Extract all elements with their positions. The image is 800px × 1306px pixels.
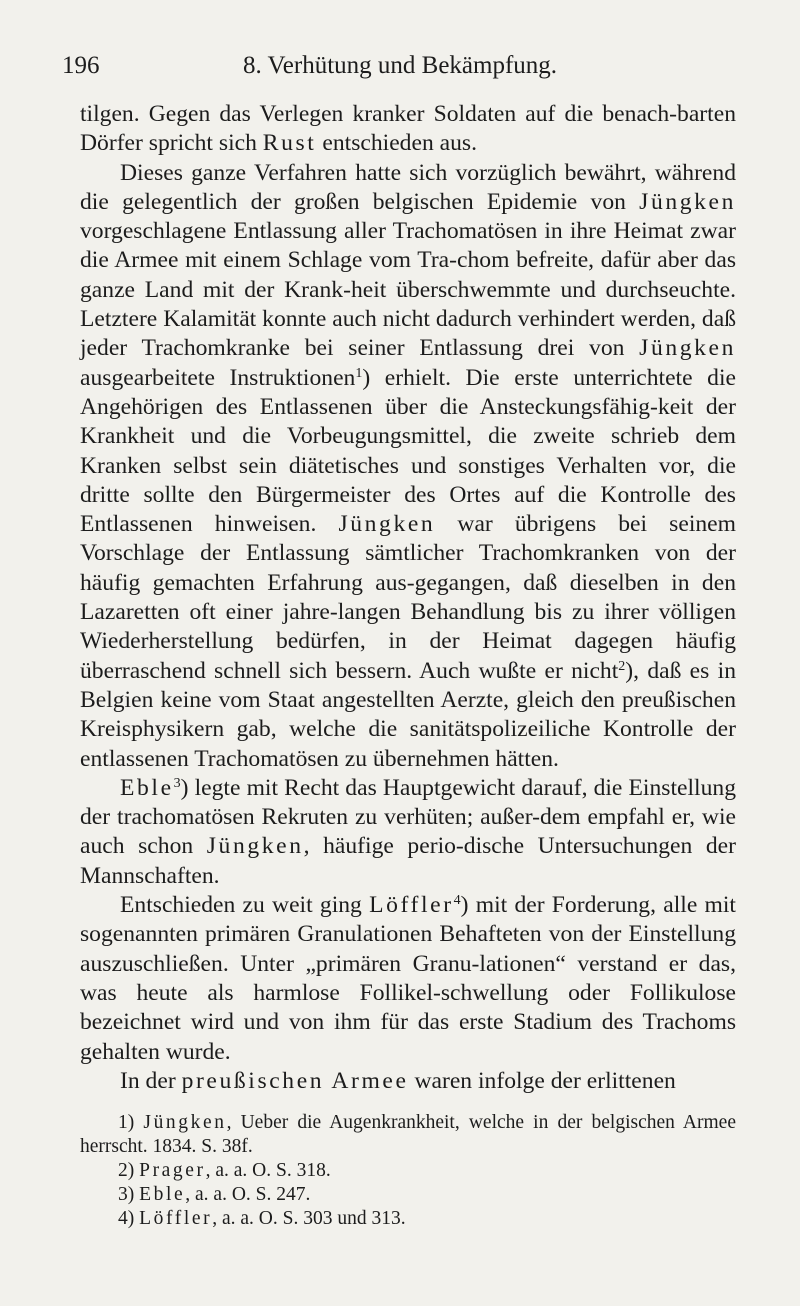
author-name: Jüngken [206, 833, 304, 860]
running-header [62, 52, 738, 88]
footnote-mark: 1) [118, 1112, 135, 1133]
paragraph-1 [80, 100, 736, 159]
text-run: ) mit der Forderung, alle mit sogenannten primären Granulationen Behafteten von der Einstellung auszuschließen. Unter „primären Granu-lationen“ verstand er das, was heute als harmlose Follikel-schwellung oder Follikulose bezeichnet wird und von ihm für das erste Stadium des Trachoms gehalten wurde. [80, 892, 736, 1065]
author-name: Eble [120, 774, 174, 801]
paragraph-3 [80, 774, 736, 891]
author-name: Jüngken [639, 188, 736, 215]
text-run: waren infolge der erlittenen [408, 1067, 676, 1094]
footnote-text: , Ueber die Augenkrankheit, welche in der belgischen Armee herrscht. 1834. S. 38f. [80, 1112, 736, 1157]
footnote-3 [80, 1183, 736, 1207]
footnote-author: Eble [139, 1184, 186, 1205]
footnote-4 [80, 1207, 736, 1231]
text-run: ) erhielt. Die erste unterrichtete die Angehörigen des Entlassenen über die Ansteckungsfähig-keit der Krankheit und die Vorbeugungsmittel, die zweite schrieb dem Kranken selbst sein diätetisches und sonstiges Verhalten vor, die dritte sollte den Bürgermeister des Ortes auf die Kontrolle des Entlassenen hinweisen. [80, 364, 736, 538]
footnote-mark: 2) [118, 1160, 135, 1181]
chapter-title: 8. Verhütung und Bekämpfung. [242, 52, 558, 79]
text-run: Dieses ganze Verfahren hatte sich vorzüglich bewährt, während die gelegentlich der großen belgischen Epidemie von [80, 159, 736, 215]
footnotes [80, 1111, 736, 1231]
text-run: ), daß es in Belgien keine vom Staat angestellten Aerzte, gleich den preußischen Kreisphysikern gab, welche die sanitätspolizeiliche Kontrolle der entlassenen Trachomatösen zu übernehmen hätten. [80, 657, 736, 772]
footnote-text: , a. a. O. S. 247. [185, 1184, 311, 1205]
footnote-1 [80, 1111, 736, 1159]
author-name: Löffler [369, 892, 454, 919]
text-run: ) legte mit Recht das Hauptgewicht darauf, die Einstellung der trachomatösen Rekruten zu verhüten; außer-dem empfahl er, wie auch schon [80, 774, 736, 860]
text-run: Entschieden zu weit ging [120, 892, 370, 919]
emphasis-text: preußischen Armee [181, 1067, 409, 1094]
paragraph-5 [80, 1067, 736, 1096]
footnote-ref: 3 [173, 775, 181, 791]
text-run: In der [120, 1067, 182, 1094]
paragraph-4 [80, 891, 736, 1067]
text-run: war übrigens bei seinem Vorschlage der Entlassung sämtlicher Trachomkranken von der häufig gemachten Erfahrung aus-gegangen, daß dieselben in den Lazaretten oft einer jahre-langen Behandlung bis zu ihrer völligen Wiederherstellung bedürfen, in der Heimat dagegen häufig überraschend schnell sich bessern. Auch wußte er nicht [80, 511, 736, 684]
text-run: ausgearbeitete Instruktionen [80, 364, 356, 391]
text-run: entschieden aus. [316, 130, 477, 157]
footnote-author: Prager [139, 1160, 206, 1181]
text-run: tilgen. Gegen das Verlegen kranker Soldaten auf die benach-barten Dörfer spricht sich [80, 101, 736, 157]
footnote-ref: 2 [618, 658, 626, 674]
text-run: , häufige perio-dische Untersuchungen der Mannschaften. [80, 833, 736, 889]
footnote-author: Löffler [139, 1208, 213, 1229]
author-name: Jüngken [338, 511, 436, 538]
footnote-mark: 4) [118, 1208, 135, 1229]
footnote-text: , a. a. O. S. 303 und 313. [212, 1208, 406, 1229]
footnote-ref: 1 [355, 365, 363, 381]
footnote-text: , a. a. O. S. 318. [205, 1160, 331, 1181]
author-name: Jüngken [639, 335, 736, 362]
page-number: 196 [62, 52, 100, 79]
author-name: Rust [262, 130, 317, 157]
footnote-2 [80, 1159, 736, 1183]
footnote-mark: 3) [118, 1184, 135, 1205]
text-run: vorgeschlagene Entlassung aller Trachomatösen in ihre Heimat zwar die Armee mit einem Schlage vom Tra-chom befreite, dafür aber das ganze Land mit der Krank-heit überschwemmte und durchseuchte. Letztere Kalamität konnte auch nicht dadurch verhindert werden, daß jeder Trachomkranke bei seiner Entlassung drei von [80, 218, 736, 362]
footnote-author: Jüngken [143, 1112, 227, 1133]
paragraph-2 [80, 159, 736, 774]
body-text [80, 100, 736, 1096]
footnote-ref: 4 [453, 893, 461, 909]
